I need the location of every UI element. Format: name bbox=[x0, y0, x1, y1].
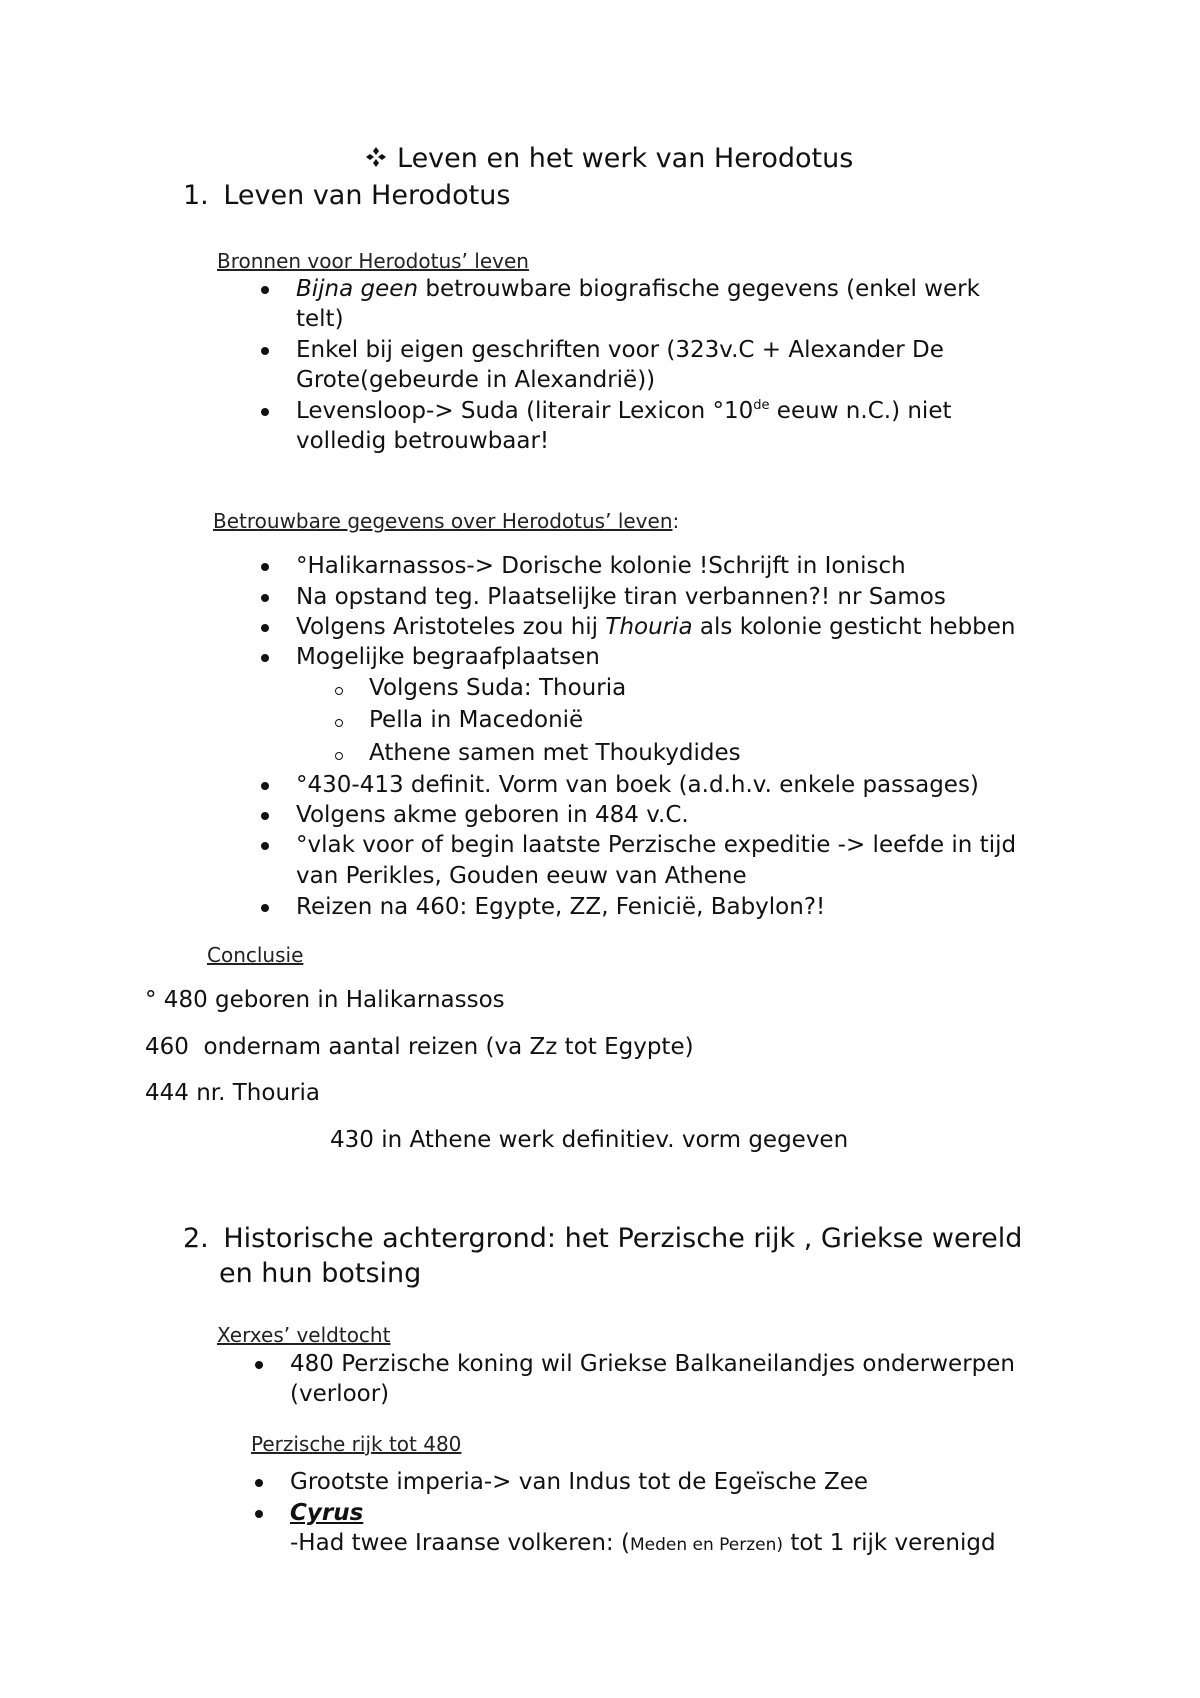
bronnen-item-1 bbox=[296, 276, 980, 302]
bullet-icon bbox=[261, 654, 269, 662]
diamond-dots-icon bbox=[365, 144, 387, 166]
bronnen-item-2: Enkel bij eigen geschriften voor (323v.C + Alexander De bbox=[296, 337, 944, 363]
section2-title: Historische achtergrond: het Perzische rijk , Griekse wereld bbox=[223, 1223, 1023, 1254]
bullet-icon bbox=[261, 286, 269, 294]
bullet-icon bbox=[255, 1361, 263, 1369]
perzisch-label: Perzische rijk tot 480 bbox=[251, 1432, 462, 1456]
xerxes-label: Xerxes’ veldtocht bbox=[217, 1323, 391, 1347]
bullet-icon bbox=[261, 904, 269, 912]
xerxes-item: 480 Perzische koning wil Griekse Balkaneilandjes onderwerpen bbox=[290, 1351, 1015, 1377]
section1-heading bbox=[183, 180, 510, 211]
graves-sub-2: Pella in Macedonië bbox=[369, 707, 584, 733]
bronnen-item-3-line2: volledig betrouwbaar! bbox=[296, 428, 550, 454]
bronnen-item-3 bbox=[296, 398, 952, 424]
conclusie-line-2: 460 ondernam aantal reizen (va Zz tot Egypte) bbox=[145, 1034, 694, 1060]
circle-bullet-icon bbox=[335, 752, 343, 760]
bronnen-item-2-line2: Grote(gebeurde in Alexandrië)) bbox=[296, 367, 656, 393]
graves-sub-1: Volgens Suda: Thouria bbox=[369, 675, 627, 701]
betrouwbare-label bbox=[213, 509, 679, 533]
bullet-icon bbox=[261, 594, 269, 602]
conclusie-line-4: 430 in Athene werk definitiev. vorm gegeven bbox=[330, 1127, 849, 1153]
betrouwbare-item-7: °vlak voor of begin laatste Perzische expeditie -> leefde in tijd bbox=[296, 832, 1017, 858]
betrouwbare-item-3 bbox=[296, 614, 1016, 640]
conclusie-label: Conclusie bbox=[207, 943, 304, 967]
bullet-icon bbox=[261, 347, 269, 355]
betrouwbare-item-1: °Halikarnassos-> Dorische kolonie !Schrijft in Ionisch bbox=[296, 553, 906, 579]
bullet-icon bbox=[255, 1479, 263, 1487]
betrouwbare-item-4: Mogelijke begraafplaatsen bbox=[296, 644, 600, 670]
section2-heading bbox=[183, 1223, 1022, 1254]
cyrus-heading: Cyrus bbox=[290, 1500, 364, 1526]
cyrus-line-post: tot 1 rijk verenigd bbox=[783, 1530, 996, 1556]
cyrus-line-small: Meden en Perzen) bbox=[629, 1535, 784, 1555]
bullet-icon bbox=[261, 782, 269, 790]
page-title bbox=[365, 143, 853, 174]
aristoteles-post: als kolonie gesticht hebben bbox=[692, 614, 1016, 640]
circle-bullet-icon bbox=[335, 719, 343, 727]
circle-bullet-icon bbox=[335, 687, 343, 695]
section2-number: 2. bbox=[183, 1223, 209, 1254]
bronnen-item-3-pre: Levensloop-> Suda (literair Lexicon °10 bbox=[296, 398, 754, 424]
cyrus-line bbox=[290, 1530, 996, 1556]
graves-sub-3: Athene samen met Thoukydides bbox=[369, 740, 741, 766]
betrouwbare-item-5: °430-413 definit. Vorm van boek (a.d.h.v. enkele passages) bbox=[296, 772, 979, 798]
betrouwbare-item-8: Reizen na 460: Egypte, ZZ, Fenicië, Babylon?! bbox=[296, 894, 826, 920]
perzisch-item-1: Grootste imperia-> van Indus tot de Egeïsche Zee bbox=[290, 1469, 869, 1495]
aristoteles-emphasis: Thouria bbox=[605, 614, 693, 640]
bullet-icon bbox=[261, 842, 269, 850]
conclusie-line-1: ° 480 geboren in Halikarnassos bbox=[145, 987, 505, 1013]
bronnen-label: Bronnen voor Herodotus’ leven bbox=[217, 249, 529, 273]
betrouwbare-item-6: Volgens akme geboren in 484 v.C. bbox=[296, 802, 689, 828]
bronnen-item-1-text: betrouwbare biografische gegevens (enkel werk bbox=[418, 276, 980, 302]
bullet-icon bbox=[261, 812, 269, 820]
bullet-icon bbox=[261, 563, 269, 571]
title-text: Leven en het werk van Herodotus bbox=[397, 143, 854, 174]
section1-title: Leven van Herodotus bbox=[223, 180, 511, 211]
section2-heading-line2: en hun botsing bbox=[219, 1258, 422, 1289]
betrouwbare-label-text: Betrouwbare gegevens over Herodotus’ leven bbox=[213, 509, 673, 533]
xerxes-item-line2: (verloor) bbox=[290, 1381, 390, 1407]
conclusie-line-3: 444 nr. Thouria bbox=[145, 1080, 320, 1106]
bronnen-item-3-sup: de bbox=[753, 398, 770, 413]
aristoteles-pre: Volgens Aristoteles zou hij bbox=[296, 614, 606, 640]
betrouwbare-item-2: Na opstand teg. Plaatselijke tiran verbannen?! nr Samos bbox=[296, 584, 946, 610]
bronnen-item-1-emphasis: Bijna geen bbox=[296, 276, 419, 302]
betrouwbare-item-7-line2: van Perikles, Gouden eeuw van Athene bbox=[296, 863, 747, 889]
bronnen-item-1-line2: telt) bbox=[296, 306, 344, 332]
bullet-icon bbox=[261, 408, 269, 416]
cyrus-line-pre: -Had twee Iraanse volkeren: ( bbox=[290, 1530, 630, 1556]
bronnen-item-3-post: eeuw n.C.) niet bbox=[769, 398, 952, 424]
bullet-icon bbox=[261, 624, 269, 632]
betrouwbare-label-suffix: : bbox=[672, 509, 680, 533]
bullet-icon bbox=[255, 1510, 263, 1518]
section1-number: 1. bbox=[183, 180, 209, 211]
